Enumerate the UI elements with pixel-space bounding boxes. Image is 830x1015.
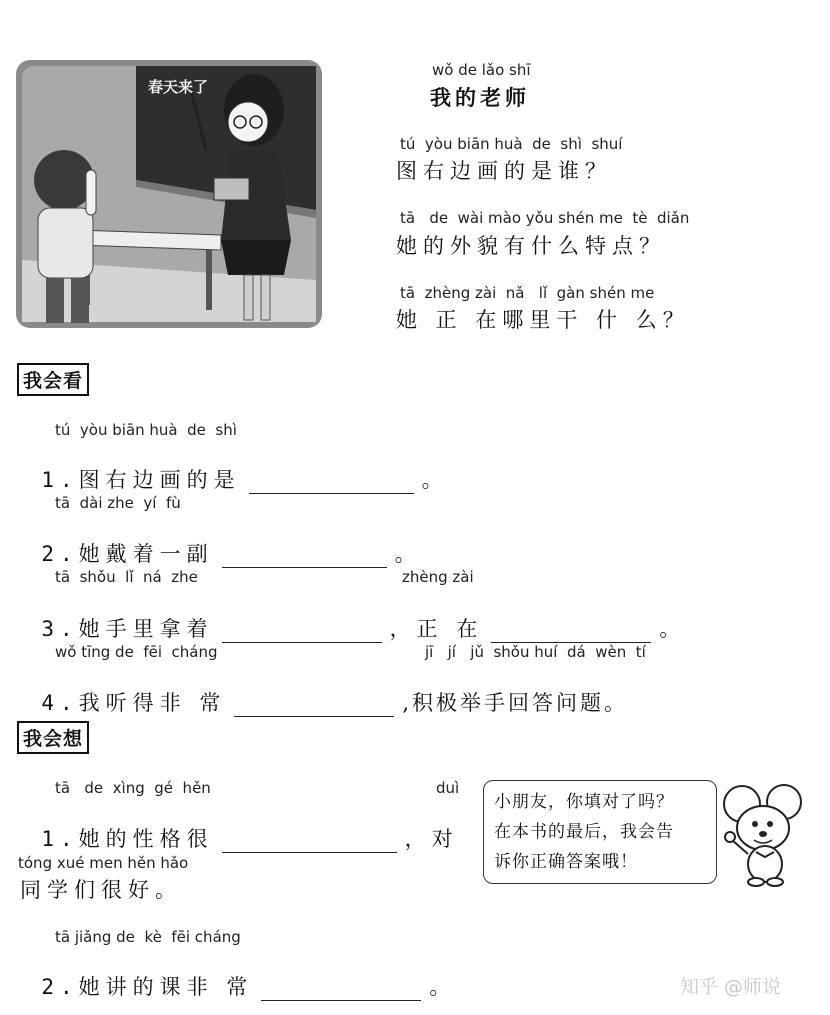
speech-bubble [483, 780, 717, 884]
blackboard-text: 春天来了 [148, 78, 209, 96]
item-end: ，对 [404, 827, 459, 851]
item-text: 她讲的课非 常 [78, 975, 254, 999]
section-look-label: 我会看 [17, 363, 89, 396]
answer-blank[interactable] [249, 473, 414, 494]
item-end: 。 [429, 975, 457, 999]
look-item-2-pinyin: tā dài zhe yí fù [55, 494, 181, 512]
answer-blank[interactable] [222, 622, 382, 643]
item-number: 4. [41, 691, 79, 715]
look-item-1-pinyin: tú yòu biān huà de shì [55, 421, 237, 439]
look-item-2 [16, 514, 422, 568]
bubble-line-2: 在本书的最后，我会告 [494, 822, 674, 842]
answer-blank[interactable] [234, 696, 394, 717]
item-text: 图右边画的是 [78, 468, 241, 492]
question-2: 她的外貌有什么特点？ [396, 234, 666, 258]
classroom-illustration [16, 60, 322, 328]
look-item-3 [16, 589, 686, 643]
look-item-4-mid-pinyin: jī jí jǔ shǒu huí dá wèn tí [425, 643, 646, 661]
answer-blank[interactable] [491, 622, 651, 643]
question-1: 图右边画的是谁？ [396, 159, 612, 183]
item-number: 3. [41, 617, 79, 641]
item-text: 我听得非 常 [78, 691, 227, 715]
think-item-1-pinyin: tā de xìng gé hěn [55, 779, 211, 797]
page-title: 我的老师 [430, 85, 530, 110]
item-mid: ，正 在 [389, 617, 484, 641]
think-item-2-pinyin: tā jiǎng de kè fēi cháng [55, 928, 241, 946]
item-end: 。 [394, 542, 422, 566]
think-item-1-cont-pinyin: tóng xué men hěn hǎo [18, 854, 189, 872]
question-2-pinyin: tā de wài mào yǒu shén me tè diǎn [400, 209, 690, 227]
item-number: 2. [41, 975, 79, 999]
answer-blank[interactable] [222, 832, 397, 853]
question-1-pinyin: tú yòu biān huà de shì shuí [400, 135, 623, 153]
mouse-mascot-icon [718, 782, 808, 887]
classroom-drawing [16, 60, 322, 328]
answer-blank[interactable] [261, 980, 421, 1001]
item-text: 她戴着一副 [78, 542, 214, 566]
item-end: 。 [421, 468, 449, 492]
item-number: 2. [41, 542, 79, 566]
item-text: 她手里拿着 [78, 617, 214, 641]
look-item-4-pinyin: wǒ tīng de fēi cháng [55, 643, 218, 661]
item-text: 她的性格很 [78, 827, 214, 851]
title-pinyin: wǒ de lǎo shī [432, 61, 531, 79]
question-3-pinyin: tā zhèng zài nǎ lǐ gàn shén me [400, 284, 655, 302]
look-item-3-mid-pinyin: zhèng zài [402, 568, 474, 586]
item-mid: ,积极举手回答问题。 [402, 691, 629, 715]
answer-blank[interactable] [222, 547, 387, 568]
think-item-2 [16, 947, 456, 1001]
think-item-1-cont: 同学们很好。 [20, 878, 182, 902]
item-end: 。 [659, 617, 687, 641]
item-number: 1. [41, 468, 79, 492]
bubble-line-1: 小朋友，你填对了吗？ [494, 792, 674, 812]
look-item-3-pinyin: tā shǒu lǐ ná zhe [55, 568, 198, 586]
think-item-1-end-pinyin: duì [436, 779, 460, 797]
look-item-1 [16, 440, 449, 494]
watermark: 知乎 @师说 [680, 976, 782, 998]
think-item-1 [16, 799, 459, 853]
question-3: 她 正 在哪里干 什 么？ [396, 308, 690, 332]
look-item-4 [16, 663, 628, 717]
section-think-label: 我会想 [17, 721, 89, 754]
item-number: 1. [41, 827, 79, 851]
bubble-line-3: 诉你正确答案哦！ [494, 852, 638, 872]
